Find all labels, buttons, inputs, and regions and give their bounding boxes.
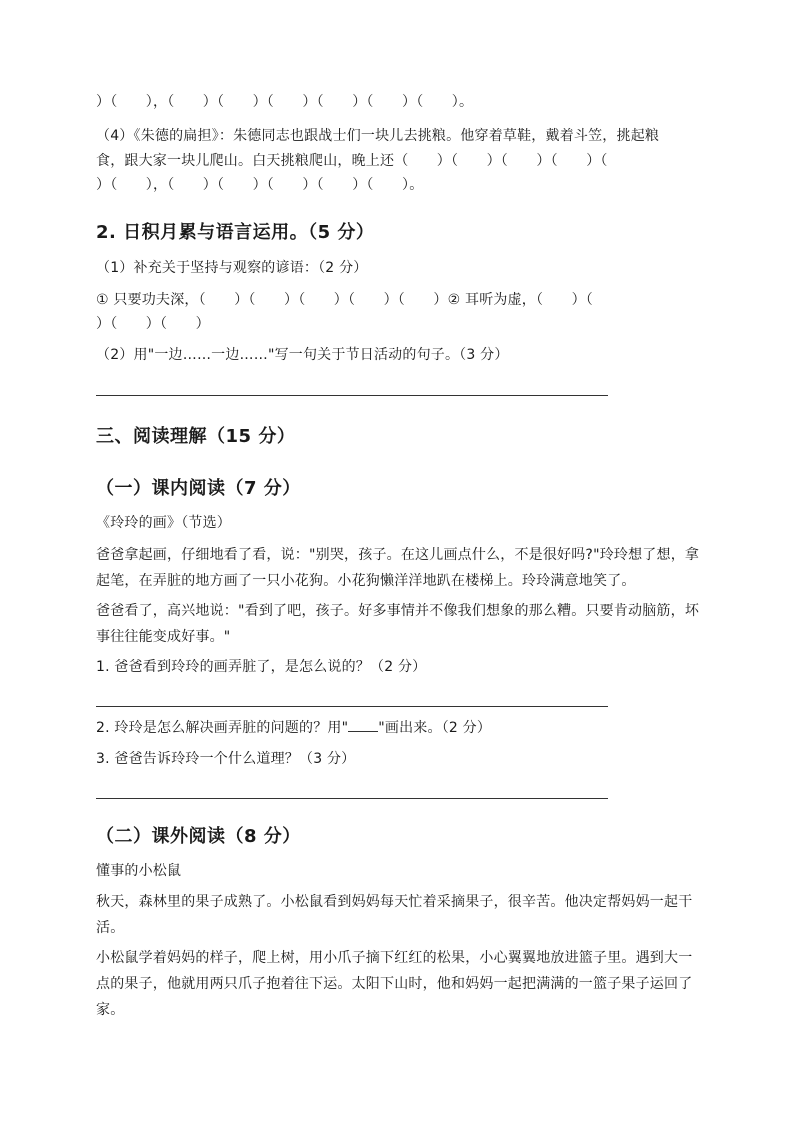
question-text	[96, 717, 702, 738]
item4-line: ）（ ），（ ）（ ）（ ）（ ）（ ）。	[96, 177, 424, 193]
subsection-heading: （一）课内阅读（7 分）	[96, 478, 301, 499]
underline-blank[interactable]	[348, 717, 378, 732]
section-heading: 2. 日积月累与语言运用。（5 分）	[96, 222, 375, 243]
passage-title: 懂事的小松鼠	[96, 863, 182, 879]
passage-paragraph: 爸爸看了，高兴地说："看到了吧，孩子。好多事情并不像我们想象的那么糟。只要肯动脑筋，坏事往往能变成好事。"	[96, 603, 700, 645]
blank-line: ）（ ），（ ）（ ）（ ）（ ）（ ）（ ）。	[96, 94, 474, 110]
question-text: 3. 爸爸告诉玲玲一个什么道理？（3 分）	[96, 751, 356, 767]
section-heading: 三、阅读理解（15 分）	[96, 426, 296, 447]
proverb-line: ① 只要功夫深，（ ）（ ）（ ）（ ）（ ）② 耳听为虚，（ ）（	[96, 292, 593, 308]
question-text-part: 2. 玲玲是怎么解决画弄脏的问题的？用"	[96, 720, 349, 736]
question-text: （2）用"一边……一边……"写一句关于节日活动的句子。（3 分）	[96, 347, 509, 363]
answer-line[interactable]	[96, 395, 608, 396]
question-text: 1. 爸爸看到玲玲的画弄脏了，是怎么说的？（2 分）	[96, 659, 427, 675]
item4-line: 食，跟大家一块儿爬山。白天挑粮爬山，晚上还（ ）（ ）（ ）（ ）（	[96, 153, 608, 169]
passage-paragraph: 小松鼠学着妈妈的样子，爬上树，用小爪子摘下红红的松果，小心翼翼地放进篮子里。遇到大一点的果子，他就用两只爪子抱着往下运。太阳下山时，他和妈妈一起把满满的一篮子果子运回了家。	[96, 950, 693, 1018]
answer-line[interactable]	[96, 798, 608, 799]
item4-line: （4）《朱德的扁担》：朱德同志也跟战士们一块儿去挑粮。他穿着草鞋，戴着斗笠，挑起粮	[96, 128, 660, 144]
subsection-heading: （二）课外阅读（8 分）	[96, 826, 301, 847]
passage-paragraph: 爸爸拿起画，仔细地看了看，说："别哭，孩子。在这儿画点什么，不是很好吗?"玲玲想了想，拿起笔，在弄脏的地方画了一只小花狗。小花狗懒洋洋地趴在楼梯上。玲玲满意地笑了。	[96, 547, 700, 589]
passage-paragraph: 秋天，森林里的果子成熟了。小松鼠看到妈妈每天忙着采摘果子，很辛苦。他决定帮妈妈一起干活。	[96, 894, 693, 936]
proverb-line: ）（ ）（ ）	[96, 316, 210, 332]
question-text: （1）补充关于坚持与观察的谚语：（2 分）	[96, 260, 368, 276]
answer-line[interactable]	[96, 706, 608, 707]
passage-source: 《玲玲的画》（节选）	[96, 515, 231, 531]
question-text-part: "画出来。（2 分）	[378, 720, 492, 736]
